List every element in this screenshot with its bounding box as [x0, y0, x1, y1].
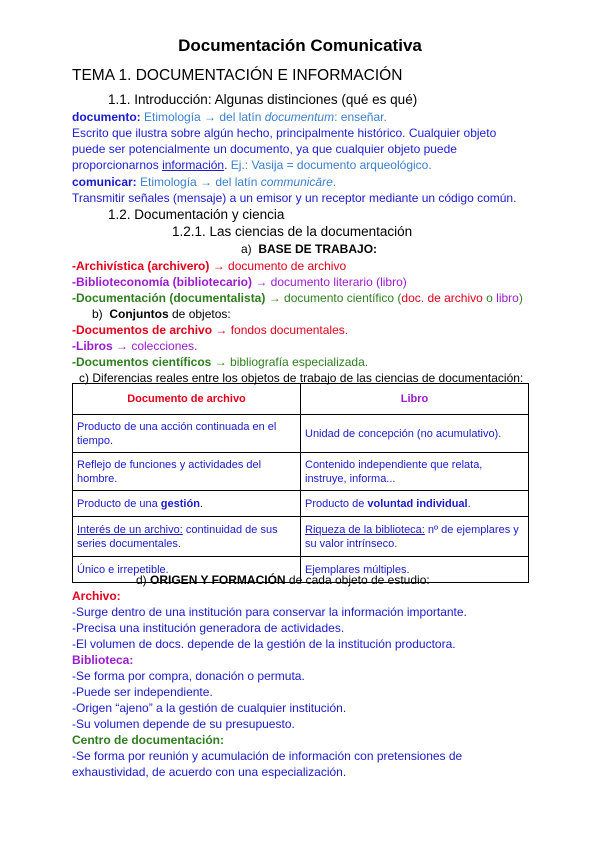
cell-underlined: Riqueza de la biblioteca:: [305, 523, 425, 536]
section-heading-tema-1: TEMA 1. DOCUMENTACIÓN E INFORMACIÓN: [72, 67, 403, 84]
etym-word: documentum: [264, 110, 335, 124]
archivo-item: -Precisa una institución generadora de actividades.: [72, 621, 345, 635]
centro-item: -Se forma por reunión y acumulación de información con pretensiones de: [72, 749, 463, 763]
o-connector: o: [482, 291, 497, 305]
comunicar-etymology: [72, 174, 600, 190]
conjunto-rest: → fondos documentales.: [212, 323, 349, 337]
term-comunicar: comunicar:: [72, 175, 137, 189]
cell-libro: [301, 517, 529, 557]
heading-1-1: 1.1. Introducción: Algunas distinciones (qué es qué): [108, 92, 418, 107]
archivo-item: -Surge dentro de una institución para conservar la información importante.: [72, 605, 467, 619]
informacion-link: información: [162, 158, 225, 172]
a-title: BASE DE TRABAJO:: [258, 242, 378, 256]
archivo-item: -El volumen de docs. depende de la gestión de la institución productora.: [72, 637, 456, 651]
base-term: -Biblioteconomía (bibliotecario): [72, 275, 253, 289]
conjunto-item-libros: [72, 338, 600, 354]
cell-archivo: Único e irrepetible.: [73, 557, 301, 583]
d-title: ORIGEN Y FORMACIÓN: [150, 573, 286, 587]
etym-suffix: : enseñar.: [334, 110, 387, 124]
cell-rest: continuidad de sus series documentales.: [77, 523, 278, 550]
conjunto-term: -Libros: [72, 339, 113, 353]
header-documento-archivo: Documento de archivo: [73, 384, 301, 415]
heading-1-2-1: 1.2.1. Las ciencias de la documentación: [172, 224, 413, 239]
close-paren: ): [518, 291, 523, 305]
conjunto-rest: → bibliografía especializada.: [211, 355, 369, 369]
def3-example: Ej.: Vasija = documento arqueológico.: [227, 158, 432, 172]
table-row: [73, 491, 529, 517]
d-prefix: d): [136, 573, 151, 587]
cell-bold: voluntad individual: [367, 497, 468, 510]
etym-word: communicāre: [260, 175, 333, 189]
b-rest: de objetos:: [168, 307, 231, 321]
doc-archivo-ref: doc. de archivo: [401, 291, 483, 305]
documento-def-line-3: [72, 157, 600, 173]
biblioteca-title: Biblioteca:: [72, 653, 134, 667]
header-libro: Libro: [301, 384, 529, 415]
base-item-biblioteconomia: [72, 274, 600, 290]
cell-prefix: Producto de una: [77, 497, 161, 510]
table-row: [73, 453, 529, 491]
cell-archivo: Producto de una acción continuada en el tiempo.: [73, 415, 301, 453]
b-title: Conjuntos: [109, 307, 169, 321]
b-conjuntos-title: [92, 306, 600, 322]
centro-item: exhaustividad, de acuerdo con una especialización.: [72, 765, 347, 779]
cell-archivo: [73, 491, 301, 517]
etym-prefix: Etimología → del latín: [140, 110, 265, 124]
table-row: [73, 517, 529, 557]
comparison-table: [72, 383, 529, 583]
def3-mid: .: [224, 158, 228, 172]
comunicar-def: Transmitir señales (mensaje) a un emisor y un receptor mediante un código común.: [72, 191, 517, 205]
cell-libro: Contenido independiente que relata, instruye, informa...: [301, 453, 529, 491]
documento-etymology: [72, 109, 600, 125]
cell-suffix: .: [199, 497, 203, 510]
b-label: b): [92, 307, 103, 321]
base-item-archivistica: [72, 258, 600, 274]
c-diferencias-title: c) Diferencias reales entre los objetos de trabajo de las ciencias de documentación:: [79, 371, 524, 385]
biblioteca-item: -Origen “ajeno” a la gestión de cualquier institución.: [72, 701, 347, 715]
etym-prefix: Etimología → del latín: [136, 175, 261, 189]
cell-bold: gestión: [160, 497, 200, 510]
conjunto-term: -Documentos científicos: [72, 355, 212, 369]
d-origen-title: [136, 572, 600, 588]
documento-def-line-2: puede ser potencialmente un documento, ya que cualquier objeto puede: [72, 142, 457, 156]
a-label: a): [241, 242, 252, 256]
biblioteca-item: -Su volumen depende de su presupuesto.: [72, 717, 295, 731]
cell-prefix: Producto de: [305, 497, 368, 510]
cell-archivo: [73, 517, 301, 557]
heading-1-2: 1.2. Documentación y ciencia: [108, 207, 285, 222]
conjunto-item-archivo: [72, 322, 600, 338]
documento-def-line-1: Escrito que ilustra sobre algún hecho, principalmente histórico. Cualquier objeto: [72, 126, 497, 140]
biblioteca-item: -Puede ser independiente.: [72, 685, 213, 699]
d-rest: de cada objeto de estudio:: [285, 573, 430, 587]
cell-underlined: Interés de un archivo:: [77, 523, 183, 536]
base-rest: → documento científico (: [265, 291, 402, 305]
base-rest: → documento literario (libro): [252, 275, 407, 289]
cell-archivo: Reflejo de funciones y actividades del hombre.: [73, 453, 301, 491]
conjunto-item-cientificos: [72, 354, 600, 370]
libro-ref: libro: [496, 291, 519, 305]
term-documento: documento:: [72, 110, 141, 124]
etym-suffix: .: [332, 175, 337, 189]
cell-libro: [301, 491, 529, 517]
cell-suffix: .: [467, 497, 471, 510]
conjunto-term: -Documentos de archivo: [72, 323, 213, 337]
a-base-title: [241, 241, 600, 257]
table-row: [73, 415, 529, 453]
cell-libro: Unidad de concepción (no acumulativo).: [301, 415, 529, 453]
base-term: -Documentación (documentalista): [72, 291, 266, 305]
base-item-documentacion: [72, 290, 600, 306]
cell-rest: nº de ejemplares y su valor intrínseco.: [305, 523, 519, 550]
archivo-title: Archivo:: [72, 589, 121, 603]
biblioteca-item: -Se forma por compra, donación o permuta.: [72, 669, 305, 683]
base-term: -Archivística (archivero): [72, 259, 210, 273]
conjunto-rest: → colecciones.: [112, 339, 198, 353]
base-rest: → documento de archivo: [209, 259, 347, 273]
centro-title: Centro de documentación:: [72, 733, 225, 747]
def3-prefix: proporcionarnos: [72, 158, 163, 172]
page-title: Documentación Comunicativa: [178, 36, 422, 55]
table-header-row: [73, 384, 529, 415]
cell-libro: Ejemplares múltiples.: [301, 557, 529, 583]
